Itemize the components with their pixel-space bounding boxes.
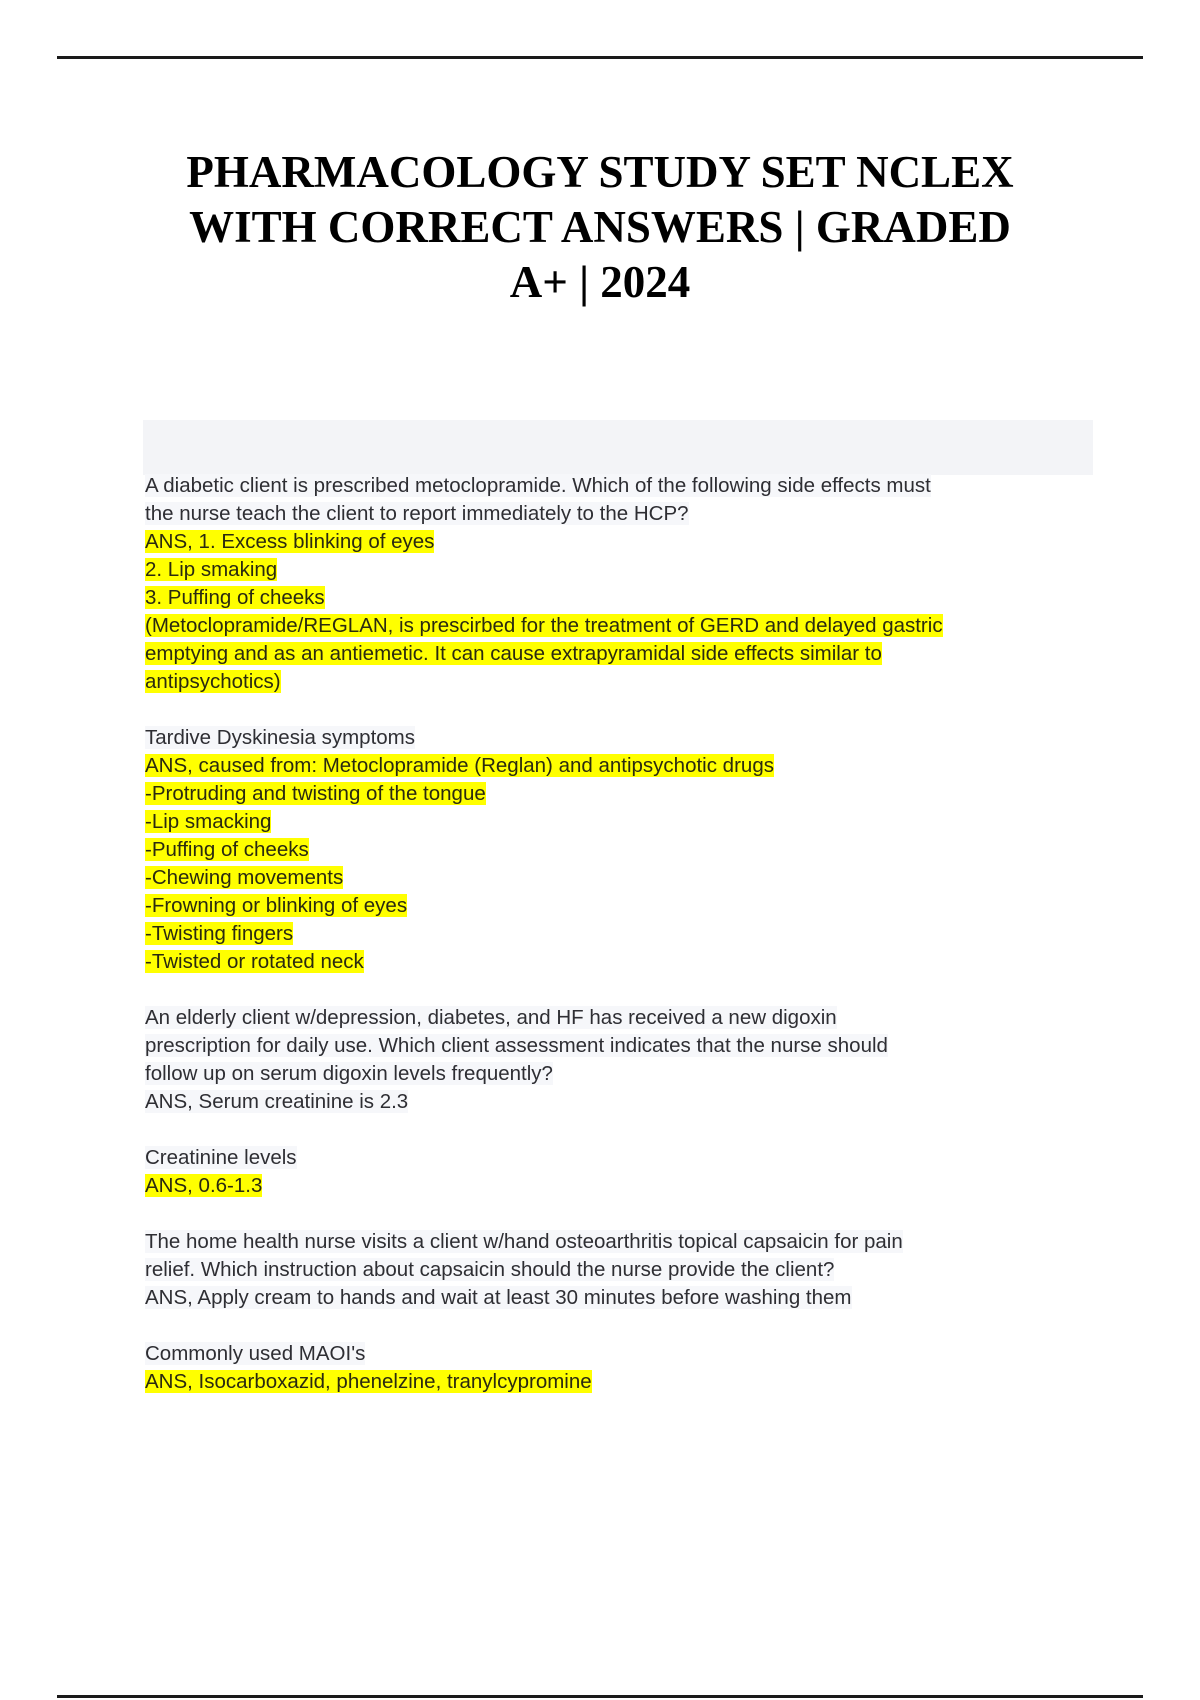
qa-item — [145, 724, 1095, 976]
highlighted-answer: ANS, caused from: Metoclopramide (Reglan) and antipsychotic drugs — [145, 754, 774, 777]
question-line: relief. Which instruction about capsaicin should the nurse provide the client? — [145, 1258, 835, 1281]
highlighted-answer: antipsychotics) — [145, 670, 281, 693]
answer-line — [145, 1368, 1095, 1396]
qa-item — [145, 472, 1095, 696]
question-line: Creatinine levels — [145, 1146, 297, 1169]
highlighted-answer: -Twisting fingers — [145, 922, 294, 945]
highlighted-answer: -Twisted or rotated neck — [145, 950, 364, 973]
answer-line — [145, 892, 1095, 920]
answer-line — [145, 808, 1095, 836]
answer-line — [145, 584, 1095, 612]
highlighted-answer: ANS, 0.6-1.3 — [145, 1174, 263, 1197]
qa-item — [145, 1004, 1095, 1116]
top-horizontal-rule — [57, 56, 1143, 59]
question-line: An elderly client w/depression, diabetes, and HF has received a new digoxin — [145, 1006, 837, 1029]
answer-line — [145, 612, 1095, 640]
highlighted-answer: -Puffing of cheeks — [145, 838, 309, 861]
answer-text: ANS, Apply cream to hands and wait at least 30 minutes before washing them — [145, 1286, 852, 1309]
highlighted-answer: -Lip smacking — [145, 810, 272, 833]
highlighted-answer: 2. Lip smaking — [145, 558, 278, 581]
answer-line — [145, 864, 1095, 892]
answer-line — [145, 836, 1095, 864]
title-line: WITH CORRECT ANSWERS | GRADED — [189, 202, 1011, 252]
question-line: Tardive Dyskinesia symptoms — [145, 726, 415, 749]
highlighted-answer: ANS, 1. Excess blinking of eyes — [145, 530, 435, 553]
answer-line — [145, 752, 1095, 780]
empty-shaded-block — [143, 420, 1093, 475]
highlighted-answer: (Metoclopramide/REGLAN, is prescirbed for the treatment of GERD and delayed gastric — [145, 614, 943, 637]
qa-item — [145, 1340, 1095, 1396]
highlighted-answer: -Protruding and twisting of the tongue — [145, 782, 486, 805]
answer-line — [145, 1172, 1095, 1200]
highlighted-answer: -Chewing movements — [145, 866, 344, 889]
highlighted-answer: 3. Puffing of cheeks — [145, 586, 325, 609]
title-line: A+ | 2024 — [509, 257, 691, 307]
answer-line — [145, 920, 1095, 948]
title-line: PHARMACOLOGY STUDY SET NCLEX — [186, 147, 1014, 197]
question-line: follow up on serum digoxin levels frequently? — [145, 1062, 553, 1085]
answer-line — [145, 780, 1095, 808]
question-line: A diabetic client is prescribed metoclopramide. Which of the following side effects must — [145, 474, 931, 497]
qa-item — [145, 1228, 1095, 1312]
highlighted-answer: emptying and as an antiemetic. It can cause extrapyramidal side effects similar to — [145, 642, 882, 665]
answer-text: ANS, Serum creatinine is 2.3 — [145, 1090, 409, 1113]
answer-line — [145, 1284, 1095, 1312]
question-line: The home health nurse visits a client w/hand osteoarthritis topical capsaicin for pain — [145, 1230, 903, 1253]
highlighted-answer: ANS, Isocarboxazid, phenelzine, tranylcypromine — [145, 1370, 592, 1393]
question-line: prescription for daily use. Which client assessment indicates that the nurse should — [145, 1034, 888, 1057]
answer-line — [145, 556, 1095, 584]
bottom-horizontal-rule — [57, 1695, 1143, 1698]
qa-list — [145, 472, 1095, 1424]
answer-line — [145, 668, 1095, 696]
qa-item — [145, 1144, 1095, 1200]
answer-line — [145, 948, 1095, 976]
answer-line — [145, 528, 1095, 556]
answer-line — [145, 1088, 1095, 1116]
question-line: the nurse teach the client to report immediately to the HCP? — [145, 502, 689, 525]
question-line: Commonly used MAOI's — [145, 1342, 366, 1365]
document-title — [120, 145, 1080, 310]
answer-line — [145, 640, 1095, 668]
highlighted-answer: -Frowning or blinking of eyes — [145, 894, 408, 917]
